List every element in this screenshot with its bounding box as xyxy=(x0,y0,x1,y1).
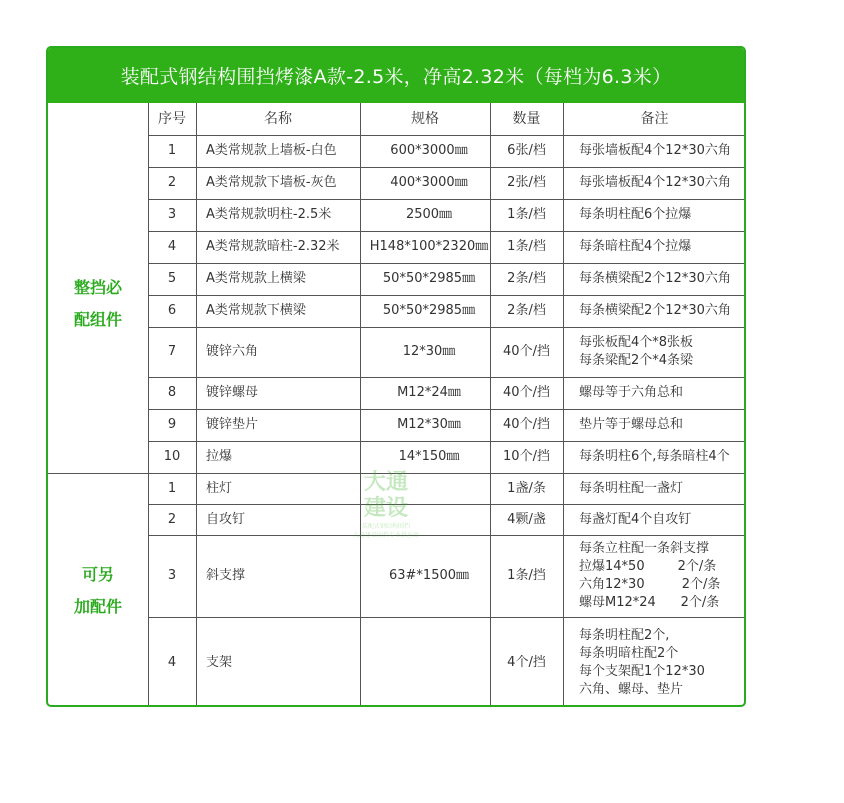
row-spec xyxy=(368,617,490,707)
row-number: 8 xyxy=(167,385,177,400)
row-note-line: 每条横梁配2个12*30六角 xyxy=(579,271,731,286)
row-quantity: 1条/挡 xyxy=(507,568,546,583)
row-note-line: 螺母M12*24 2个/条 xyxy=(579,595,720,610)
group-label-line: 加配件 xyxy=(73,597,122,616)
row-number: 4 xyxy=(167,655,177,670)
row-note xyxy=(579,295,746,327)
watermark-small2: 大通建设围挡专业供应商 xyxy=(352,532,419,539)
row-note-line: 每条明柱配2个, xyxy=(579,628,670,643)
row-quantity: 40个/挡 xyxy=(503,344,550,359)
row-quantity: 4个/挡 xyxy=(507,655,546,670)
header-cell: 规格 xyxy=(411,111,439,127)
row-note-line: 每张板配4个*8张板 xyxy=(579,335,694,350)
watermark-line1: 大通 xyxy=(363,470,408,495)
row-note-line: 每条明柱配6个拉爆 xyxy=(579,207,692,222)
row-note xyxy=(579,231,746,263)
row-name: A类常规款暗柱-2.32米 xyxy=(206,239,340,254)
row-spec: 63#*1500㎜ xyxy=(388,568,470,583)
row-number: 1 xyxy=(167,143,177,158)
row-note xyxy=(579,377,746,409)
row-note xyxy=(579,441,746,473)
row-number: 3 xyxy=(167,568,177,583)
row-note xyxy=(579,535,746,617)
row-spec: 50*50*2985㎜ xyxy=(382,303,476,318)
row-note xyxy=(579,135,746,167)
row-quantity: 10个/挡 xyxy=(503,449,550,464)
watermark-logo xyxy=(350,470,422,560)
row-spec: M12*30㎜ xyxy=(397,417,461,432)
spec-table-card xyxy=(46,46,746,707)
header-cell: 序号 xyxy=(158,111,186,127)
row-note-line: 每盏灯配4个自攻钉 xyxy=(579,511,692,527)
row-note xyxy=(579,199,746,231)
row-quantity: 40个/挡 xyxy=(503,385,550,400)
row-note-line: 每条梁配2个*4条梁 xyxy=(579,353,694,368)
row-quantity: 2张/档 xyxy=(507,175,546,190)
row-note xyxy=(579,617,746,707)
header-cell: 名称 xyxy=(264,111,292,127)
row-quantity: 2条/档 xyxy=(507,271,546,286)
group-label xyxy=(48,559,148,623)
row-spec: 2500㎜ xyxy=(405,207,453,222)
row-note-line: 拉爆14*50 2个/条 xyxy=(579,559,717,574)
row-note xyxy=(579,263,746,295)
row-name: A类常规款上横梁 xyxy=(206,271,306,286)
row-spec: 12*30㎜ xyxy=(402,344,456,359)
row-name: 自攻钉 xyxy=(206,511,246,527)
row-note xyxy=(579,167,746,199)
row-note-line: 六角、螺母、垫片 xyxy=(579,682,684,697)
header-cell: 备注 xyxy=(640,111,669,127)
row-quantity: 1条/档 xyxy=(507,239,546,254)
row-note xyxy=(579,327,746,377)
row-name: 支架 xyxy=(206,655,233,670)
row-note-line: 每条横梁配2个12*30六角 xyxy=(579,303,731,318)
group-separator-line xyxy=(48,473,148,474)
group-label-line: 整挡必 xyxy=(73,278,122,297)
row-number: 4 xyxy=(167,239,177,254)
row-name: 镀锌垫片 xyxy=(206,417,259,432)
row-quantity: 40个/挡 xyxy=(503,417,550,432)
row-quantity: 1条/档 xyxy=(507,207,546,222)
row-spec: 400*3000㎜ xyxy=(390,175,468,190)
row-spec: M12*24㎜ xyxy=(397,385,461,400)
group-label-line: 配组件 xyxy=(73,310,122,329)
row-note-line: 每条明柱配一盏灯 xyxy=(579,480,684,496)
row-quantity: 6张/档 xyxy=(507,143,546,158)
row-note-line: 每条暗柱配4个拉爆 xyxy=(579,239,692,254)
row-quantity: 4颗/盏 xyxy=(507,511,546,527)
row-number: 2 xyxy=(167,175,177,190)
row-name: 拉爆 xyxy=(206,449,233,464)
row-quantity: 2条/档 xyxy=(507,303,546,318)
row-name: 镀锌螺母 xyxy=(206,385,259,400)
row-number: 5 xyxy=(167,271,177,286)
row-number: 2 xyxy=(167,511,177,527)
group-label xyxy=(48,272,148,336)
row-spec: H148*100*2320㎜ xyxy=(369,239,489,254)
row-note xyxy=(579,473,746,504)
row-spec: 50*50*2985㎜ xyxy=(382,271,476,286)
row-note-line: 每张墙板配4个12*30六角 xyxy=(579,175,731,190)
row-number: 7 xyxy=(167,344,177,359)
row-spec: 600*3000㎜ xyxy=(390,143,468,158)
row-note xyxy=(579,409,746,441)
row-name: 斜支撑 xyxy=(206,568,246,583)
header-cell: 数量 xyxy=(512,111,541,127)
row-name: A类常规款下横梁 xyxy=(206,303,306,318)
row-note-line: 每张墙板配4个12*30六角 xyxy=(579,143,731,158)
row-name: A类常规款明柱-2.5米 xyxy=(206,207,332,222)
row-note-line: 六角12*30 2个/条 xyxy=(579,577,721,592)
row-number: 1 xyxy=(167,480,177,496)
row-note-line: 螺母等于六角总和 xyxy=(579,385,684,400)
row-name: A类常规款下墙板-灰色 xyxy=(206,175,337,190)
row-number: 3 xyxy=(167,207,177,222)
row-number: 9 xyxy=(167,417,177,432)
row-note-line: 垫片等于螺母总和 xyxy=(579,417,684,432)
row-quantity: 1盏/条 xyxy=(507,480,546,496)
row-name: 镀锌六角 xyxy=(206,344,259,359)
table-title: 装配式钢结构围挡烤漆A款-2.5米，净高2.32米（每档为6.3米） xyxy=(48,48,744,103)
watermark-small1: 装配式钢结构围挡 xyxy=(361,523,410,530)
row-note-line: 每条明柱6个,每条暗柱4个 xyxy=(579,449,730,464)
row-number: 6 xyxy=(167,303,177,318)
row-number: 10 xyxy=(163,449,181,464)
row-name: 柱灯 xyxy=(206,480,233,496)
row-note xyxy=(579,504,746,535)
row-note-line: 每条明暗柱配2个 xyxy=(579,646,679,661)
row-spec: 14*150㎜ xyxy=(398,449,460,464)
row-note-line: 每个支架配1个12*30 xyxy=(579,664,705,679)
row-name: A类常规款上墙板-白色 xyxy=(206,143,337,158)
watermark-line2: 建设 xyxy=(363,496,408,521)
group-label-line: 可另 xyxy=(81,565,114,584)
row-note-line: 每条立柱配一条斜支撑 xyxy=(579,541,710,556)
